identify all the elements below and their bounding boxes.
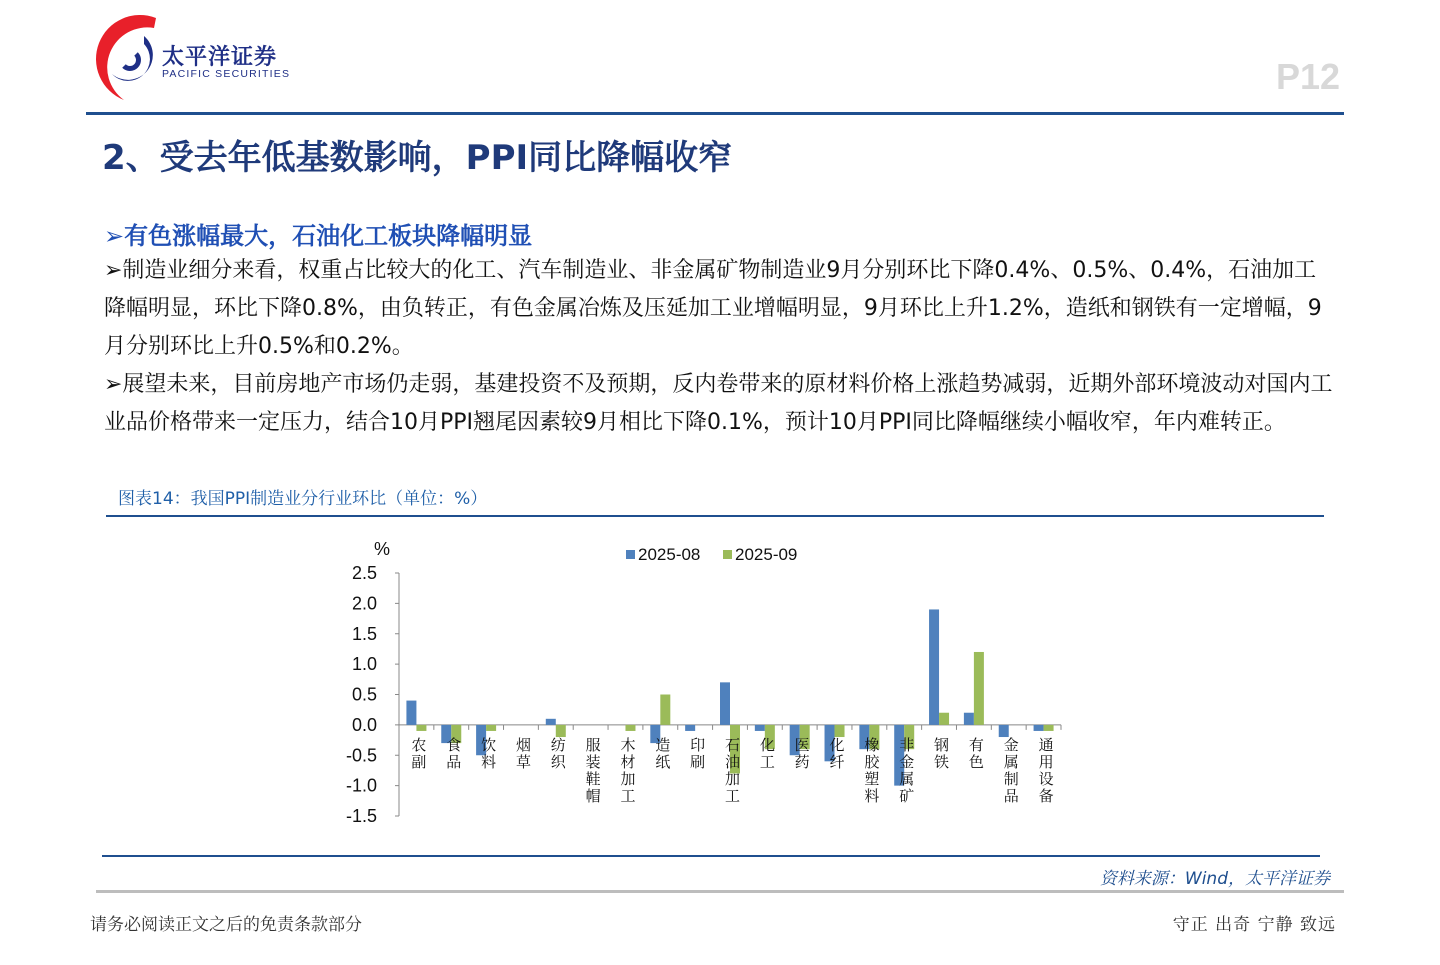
y-tick-label: -1.5 bbox=[345, 806, 377, 826]
logo-english-name: PACIFIC SECURITIES bbox=[162, 68, 291, 80]
category-label: 非金属矿 bbox=[897, 736, 916, 805]
bar-2025-09 bbox=[660, 695, 670, 725]
bar-2025-08 bbox=[964, 713, 974, 725]
bar-2025-08 bbox=[685, 725, 695, 731]
y-tick-label: 2.0 bbox=[351, 593, 377, 614]
y-tick-label: 1.0 bbox=[351, 654, 377, 675]
y-tick-label: -0.5 bbox=[345, 745, 377, 766]
bar-2025-09 bbox=[416, 725, 426, 731]
bar-2025-09 bbox=[486, 725, 496, 731]
category-label: 化工 bbox=[757, 736, 776, 771]
category-label: 食品 bbox=[444, 736, 463, 771]
category-label: 服装鞋帽 bbox=[583, 736, 602, 805]
category-label: 木材加工 bbox=[618, 736, 637, 805]
bar-2025-09 bbox=[1044, 725, 1054, 731]
source-note: 资料来源：Wind，太平洋证券 bbox=[1099, 869, 1330, 889]
logo-chinese-name: 太平洋证券 bbox=[162, 45, 278, 70]
bar-2025-08 bbox=[406, 701, 416, 725]
category-label: 农副 bbox=[409, 736, 428, 771]
category-label: 医药 bbox=[792, 736, 811, 771]
y-tick-label: -1.0 bbox=[345, 775, 377, 796]
legend-label: 2025-08 bbox=[638, 545, 701, 564]
y-tick-label: 1.5 bbox=[351, 623, 377, 644]
y-tick-label: 0.0 bbox=[351, 714, 377, 735]
category-label: 印刷 bbox=[688, 736, 707, 771]
bar-2025-09 bbox=[835, 725, 845, 737]
legend-swatch bbox=[723, 550, 732, 559]
bar-2025-08 bbox=[546, 719, 556, 725]
bar-2025-08 bbox=[720, 682, 730, 725]
y-tick-label: 0.5 bbox=[351, 684, 377, 705]
category-label: 饮料 bbox=[479, 736, 498, 771]
category-label: 金属制品 bbox=[1001, 736, 1020, 805]
category-label: 石油加工 bbox=[723, 736, 741, 805]
company-motto: 守正 出奇 宁静 致远 bbox=[1172, 915, 1336, 935]
section-subheading: ➢有色涨幅最大，石油化工板块降幅明显 bbox=[104, 222, 533, 250]
y-axis-label: % bbox=[374, 539, 391, 559]
category-label: 造纸 bbox=[653, 736, 672, 771]
bar-2025-08 bbox=[1034, 725, 1044, 731]
category-label: 通用设备 bbox=[1036, 736, 1055, 805]
chart-caption: 图表14：我国PPI制造业分行业环比（单位：%） bbox=[118, 489, 488, 509]
bar-2025-09 bbox=[939, 713, 949, 725]
y-tick-label: 2.5 bbox=[351, 563, 377, 583]
bar-2025-09 bbox=[556, 725, 566, 737]
legend-swatch bbox=[626, 550, 635, 559]
bar-2025-08 bbox=[929, 609, 939, 724]
bar-2025-09 bbox=[974, 652, 984, 725]
paragraph-outlook: ➢展望未来，目前房地产市场仍走弱，基建投资不及预期，反内卷带来的原材料价格上涨趋势减弱，近期外部环境波动对国内工业品价格带来一定压力，结合10月PPI翘尾因素较9月相比下降0.1%，预计10月PPI同比降幅继续小幅收窄，年内难转正。 bbox=[104, 372, 1333, 435]
category-label: 化纤 bbox=[827, 736, 846, 771]
bar-2025-09 bbox=[625, 725, 635, 731]
category-label: 有色 bbox=[966, 736, 985, 771]
bar-2025-08 bbox=[755, 725, 765, 731]
category-label: 纺织 bbox=[548, 736, 567, 771]
page-number: P12 bbox=[1275, 56, 1340, 97]
footer-divider bbox=[96, 890, 1344, 893]
paragraph-manufacturing: ➢制造业细分来看，权重占比较大的化工、汽车制造业、非金属矿物制造业9月分别环比下降0.4%、0.5%、0.4%，石油加工降幅明显，环比下降0.8%，由负转正，有色金属冶炼及压延加工业增幅明显，9月环比上升1.2%，造纸和钢铁有一定增幅，9月分别环比上升0.5%和0.2%。 bbox=[104, 258, 1322, 359]
category-label: 钢铁 bbox=[932, 736, 951, 771]
bar-2025-08 bbox=[999, 725, 1009, 737]
category-label: 烟草 bbox=[513, 736, 532, 771]
page-title: 2、受去年低基数影响，PPI同比降幅收窄 bbox=[102, 138, 733, 178]
disclaimer-note: 请务必阅读正文之后的免责条款部分 bbox=[90, 915, 362, 935]
chart-bottom-divider bbox=[102, 855, 1320, 857]
legend-label: 2025-09 bbox=[735, 545, 798, 564]
category-label: 橡胶塑料 bbox=[862, 736, 881, 805]
